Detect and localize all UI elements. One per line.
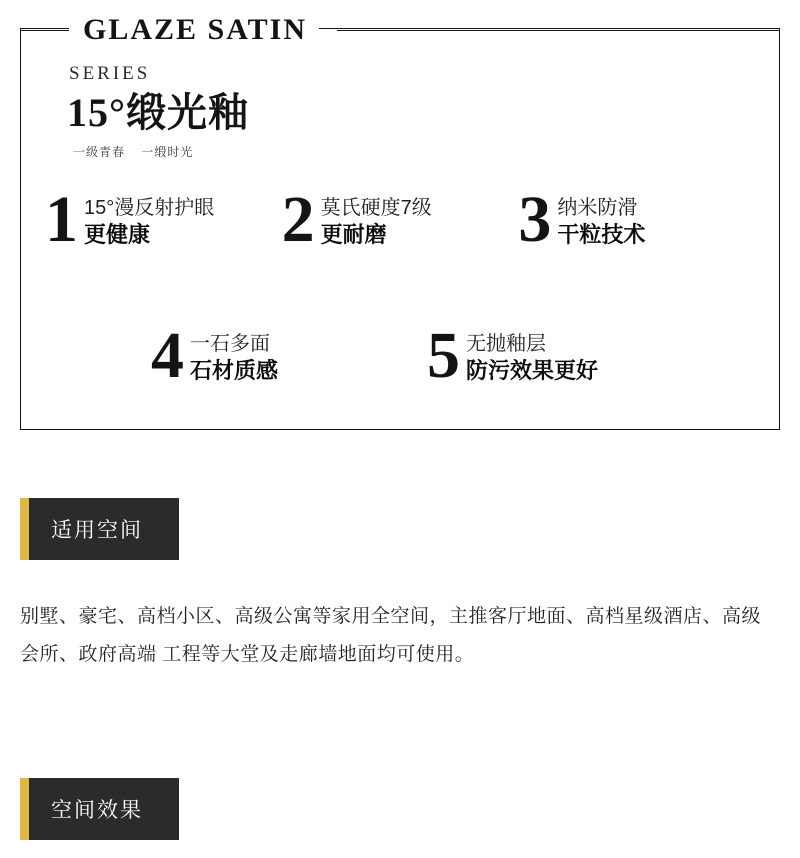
feature-bottom-line: 防污效果更好 bbox=[466, 358, 599, 383]
feature-bottom-line: 石材质感 bbox=[190, 358, 279, 383]
feature-number: 1 bbox=[45, 183, 78, 256]
feature-row-1 bbox=[21, 183, 779, 256]
headline-degree: 15° bbox=[67, 90, 126, 135]
series-label: SERIES bbox=[69, 63, 151, 84]
feature-bottom-line: 干粒技术 bbox=[557, 222, 646, 247]
feature-item bbox=[281, 183, 519, 256]
feature-text bbox=[557, 189, 645, 249]
feature-bottom-line: 更耐磨 bbox=[320, 222, 387, 247]
feature-text bbox=[321, 189, 432, 249]
headline-text: 缎光釉 bbox=[126, 91, 249, 135]
section-heading-space-effect bbox=[20, 778, 179, 840]
feature-number: 4 bbox=[151, 319, 184, 392]
section-accent-bar bbox=[20, 498, 29, 560]
feature-item bbox=[45, 183, 282, 256]
feature-top-line: 纳米防滑 bbox=[557, 197, 638, 219]
body-paragraph: 别墅、豪宅、高档小区、高级公寓等家用全空间，主推客厅地面、高档星级酒店、高级会所、政府高端 工程等大堂及走廊墙地面均可使用。 bbox=[20, 606, 762, 665]
feature-top-line: 一石多面 bbox=[190, 333, 270, 355]
subline-right: 一缎时光 bbox=[141, 145, 194, 159]
feature-number: 3 bbox=[518, 183, 552, 256]
section-heading-applicable-space bbox=[20, 498, 179, 560]
feature-item bbox=[518, 183, 755, 256]
feature-number: 2 bbox=[281, 183, 315, 256]
feature-top-line: 15°漫反射护眼 bbox=[84, 197, 215, 219]
section-accent-bar bbox=[20, 778, 29, 840]
feature-number: 5 bbox=[427, 319, 460, 392]
hero-panel bbox=[20, 13, 780, 430]
feature-row-2 bbox=[21, 319, 779, 392]
hero-subline bbox=[73, 143, 205, 160]
feature-top-line: 莫氏硬度7级 bbox=[320, 197, 432, 219]
subline-left: 一级青春 bbox=[73, 145, 126, 159]
feature-text bbox=[190, 325, 278, 385]
feature-item bbox=[427, 319, 703, 392]
feature-text bbox=[84, 189, 214, 249]
brand-rule-right bbox=[337, 30, 779, 31]
brand-title: GLAZE SATIN bbox=[69, 14, 319, 46]
feature-top-line: 无抛釉层 bbox=[466, 333, 546, 355]
feature-bottom-line: 更健康 bbox=[84, 222, 151, 247]
section-title: 适用空间 bbox=[29, 498, 179, 560]
brand-rule-left bbox=[21, 30, 69, 31]
section-title: 空间效果 bbox=[29, 778, 179, 840]
feature-item bbox=[151, 319, 427, 392]
brand-row bbox=[21, 13, 779, 47]
feature-text bbox=[466, 325, 598, 385]
hero-headline bbox=[67, 87, 249, 139]
